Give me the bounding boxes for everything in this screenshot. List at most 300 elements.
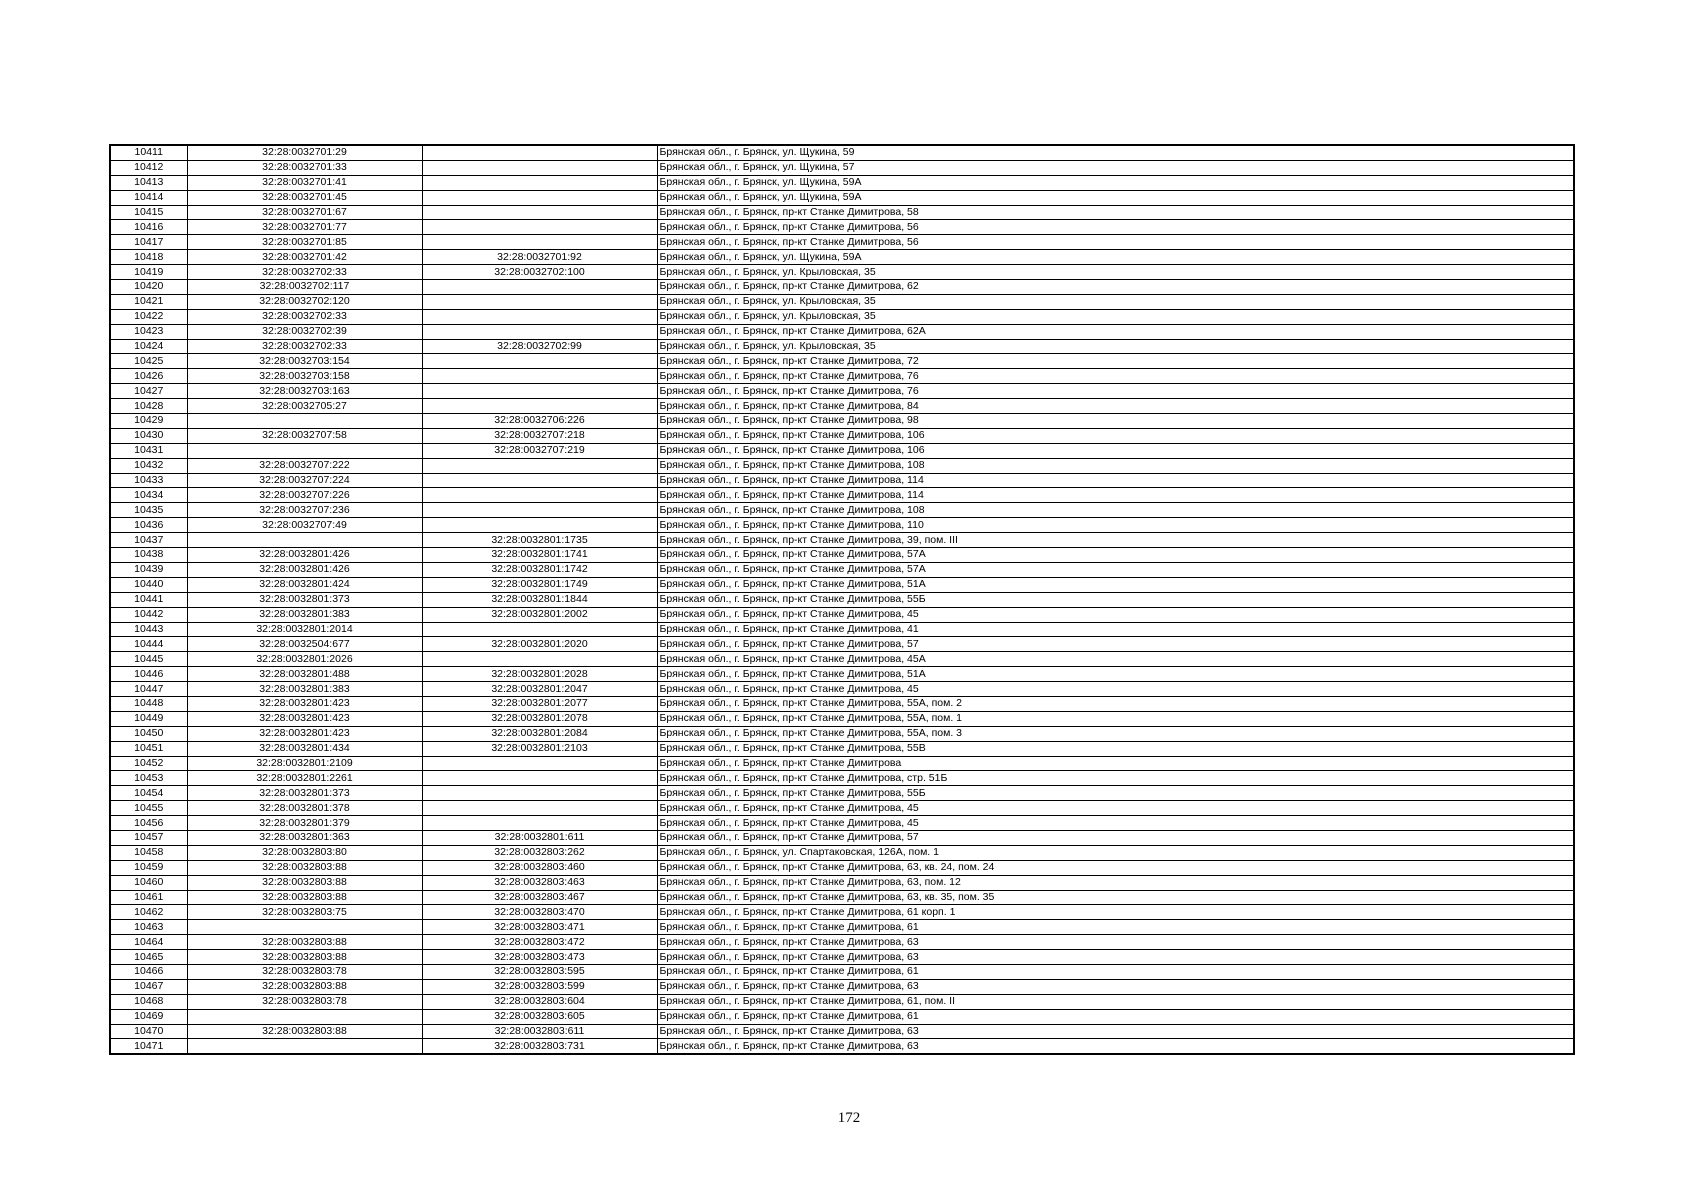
row-number-cell: 10464: [110, 935, 187, 950]
row-number-cell: 10469: [110, 1009, 187, 1024]
address-cell: Брянская обл., г. Брянск, пр-кт Станке Димитрова, 114: [657, 473, 1574, 488]
address-cell: Брянская обл., г. Брянск, ул. Спартаковская, 126А, пом. 1: [657, 845, 1574, 860]
cadastral-number-cell: 32:28:0032707:58: [187, 428, 422, 443]
table-row: [110, 964, 1574, 979]
row-number-cell: 10465: [110, 950, 187, 965]
row-number-cell: 10453: [110, 771, 187, 786]
cadastral-number-cell: [187, 443, 422, 458]
table-row: [110, 562, 1574, 577]
address-cell: Брянская обл., г. Брянск, пр-кт Станке Димитрова, 63: [657, 950, 1574, 965]
related-cadastral-number-cell: [422, 324, 657, 339]
table-row: [110, 518, 1574, 533]
address-cell: Брянская обл., г. Брянск, пр-кт Станке Димитрова, 98: [657, 414, 1574, 429]
row-number-cell: 10442: [110, 607, 187, 622]
address-cell: Брянская обл., г. Брянск, пр-кт Станке Димитрова, 76: [657, 369, 1574, 384]
related-cadastral-number-cell: [422, 190, 657, 205]
address-cell: Брянская обл., г. Брянск, пр-кт Станке Димитрова, 114: [657, 488, 1574, 503]
table-row: [110, 205, 1574, 220]
row-number-cell: 10428: [110, 399, 187, 414]
related-cadastral-number-cell: [422, 756, 657, 771]
cadastral-number-cell: 32:28:0032701:45: [187, 190, 422, 205]
table-row: [110, 994, 1574, 1009]
address-cell: Брянская обл., г. Брянск, пр-кт Станке Димитрова, 45: [657, 682, 1574, 697]
related-cadastral-number-cell: [422, 280, 657, 295]
row-number-cell: 10412: [110, 160, 187, 175]
table-row: [110, 160, 1574, 175]
table-row: [110, 443, 1574, 458]
table-row: [110, 235, 1574, 250]
row-number-cell: 10440: [110, 577, 187, 592]
related-cadastral-number-cell: 32:28:0032803:731: [422, 1039, 657, 1054]
address-cell: Брянская обл., г. Брянск, пр-кт Станке Димитрова, 45: [657, 607, 1574, 622]
cadastral-number-cell: 32:28:0032803:78: [187, 964, 422, 979]
table-row: [110, 830, 1574, 845]
cadastral-number-cell: 32:28:0032801:424: [187, 577, 422, 592]
row-number-cell: 10434: [110, 488, 187, 503]
table-row: [110, 696, 1574, 711]
row-number-cell: 10443: [110, 622, 187, 637]
row-number-cell: 10444: [110, 637, 187, 652]
cadastral-number-cell: 32:28:0032803:80: [187, 845, 422, 860]
cadastral-number-cell: 32:28:0032703:154: [187, 354, 422, 369]
related-cadastral-number-cell: [422, 294, 657, 309]
row-number-cell: 10455: [110, 801, 187, 816]
table-row: [110, 875, 1574, 890]
address-cell: Брянская обл., г. Брянск, пр-кт Станке Димитрова, 106: [657, 428, 1574, 443]
cadastral-number-cell: 32:28:0032803:88: [187, 1024, 422, 1039]
row-number-cell: 10447: [110, 682, 187, 697]
address-cell: Брянская обл., г. Брянск, пр-кт Станке Димитрова, 55Б: [657, 786, 1574, 801]
row-number-cell: 10450: [110, 726, 187, 741]
cadastral-number-cell: 32:28:0032803:88: [187, 979, 422, 994]
table-row: [110, 265, 1574, 280]
cadastral-number-cell: 32:28:0032801:363: [187, 830, 422, 845]
cadastral-number-cell: 32:28:0032703:163: [187, 384, 422, 399]
cadastral-number-cell: 32:28:0032701:33: [187, 160, 422, 175]
related-cadastral-number-cell: [422, 488, 657, 503]
table-row: [110, 845, 1574, 860]
row-number-cell: 10460: [110, 875, 187, 890]
table-row: [110, 428, 1574, 443]
address-cell: Брянская обл., г. Брянск, пр-кт Станке Димитрова, 61: [657, 920, 1574, 935]
row-number-cell: 10416: [110, 220, 187, 235]
related-cadastral-number-cell: [422, 801, 657, 816]
related-cadastral-number-cell: [422, 473, 657, 488]
table-row: [110, 294, 1574, 309]
row-number-cell: 10414: [110, 190, 187, 205]
cadastral-number-cell: 32:28:0032702:33: [187, 265, 422, 280]
cadastral-number-cell: 32:28:0032701:77: [187, 220, 422, 235]
address-cell: Брянская обл., г. Брянск, пр-кт Станке Димитрова, 55В: [657, 741, 1574, 756]
table-row: [110, 950, 1574, 965]
row-number-cell: 10457: [110, 830, 187, 845]
related-cadastral-number-cell: [422, 816, 657, 831]
table-row: [110, 354, 1574, 369]
table-row: [110, 280, 1574, 295]
related-cadastral-number-cell: 32:28:0032803:604: [422, 994, 657, 1009]
table-row: [110, 860, 1574, 875]
table-row: [110, 145, 1574, 160]
related-cadastral-number-cell: 32:28:0032803:470: [422, 905, 657, 920]
row-number-cell: 10439: [110, 562, 187, 577]
row-number-cell: 10441: [110, 592, 187, 607]
row-number-cell: 10423: [110, 324, 187, 339]
row-number-cell: 10426: [110, 369, 187, 384]
row-number-cell: 10435: [110, 503, 187, 518]
row-number-cell: 10415: [110, 205, 187, 220]
table-row: [110, 175, 1574, 190]
row-number-cell: 10470: [110, 1024, 187, 1039]
address-cell: Брянская обл., г. Брянск, пр-кт Станке Димитрова, 55А, пом. 2: [657, 696, 1574, 711]
related-cadastral-number-cell: 32:28:0032801:2002: [422, 607, 657, 622]
cadastral-number-cell: 32:28:0032702:33: [187, 339, 422, 354]
table-row: [110, 786, 1574, 801]
cadastral-number-cell: [187, 920, 422, 935]
address-cell: Брянская обл., г. Брянск, ул. Щукина, 59А: [657, 175, 1574, 190]
related-cadastral-number-cell: 32:28:0032803:599: [422, 979, 657, 994]
table-row: [110, 414, 1574, 429]
cadastral-number-cell: 32:28:0032707:236: [187, 503, 422, 518]
row-number-cell: 10431: [110, 443, 187, 458]
table-row: [110, 920, 1574, 935]
table-row: [110, 905, 1574, 920]
address-cell: Брянская обл., г. Брянск, пр-кт Станке Димитрова, 63: [657, 1039, 1574, 1054]
row-number-cell: 10471: [110, 1039, 187, 1054]
cadastral-number-cell: 32:28:0032801:379: [187, 816, 422, 831]
table-row: [110, 533, 1574, 548]
row-number-cell: 10466: [110, 964, 187, 979]
cadastral-number-cell: [187, 533, 422, 548]
related-cadastral-number-cell: [422, 220, 657, 235]
address-cell: Брянская обл., г. Брянск, пр-кт Станке Димитрова, стр. 51Б: [657, 771, 1574, 786]
cadastral-number-cell: 32:28:0032801:426: [187, 562, 422, 577]
related-cadastral-number-cell: 32:28:0032801:1749: [422, 577, 657, 592]
table-row: [110, 741, 1574, 756]
related-cadastral-number-cell: 32:28:0032801:611: [422, 830, 657, 845]
row-number-cell: 10463: [110, 920, 187, 935]
table-row: [110, 384, 1574, 399]
address-cell: Брянская обл., г. Брянск, пр-кт Станке Димитрова, 58: [657, 205, 1574, 220]
address-cell: Брянская обл., г. Брянск, пр-кт Станке Димитрова, 45: [657, 816, 1574, 831]
table-row: [110, 801, 1574, 816]
row-number-cell: 10411: [110, 145, 187, 160]
cadastral-number-cell: 32:28:0032801:423: [187, 711, 422, 726]
cadastral-number-cell: 32:28:0032702:117: [187, 280, 422, 295]
table-row: [110, 592, 1574, 607]
address-cell: Брянская обл., г. Брянск, пр-кт Станке Димитрова, 63, пом. 12: [657, 875, 1574, 890]
table-row: [110, 458, 1574, 473]
table-row: [110, 473, 1574, 488]
table-row: [110, 756, 1574, 771]
row-number-cell: 10446: [110, 667, 187, 682]
address-cell: Брянская обл., г. Брянск, пр-кт Станке Димитрова, 63, кв. 35, пом. 35: [657, 890, 1574, 905]
table-row: [110, 220, 1574, 235]
related-cadastral-number-cell: [422, 309, 657, 324]
cadastral-number-cell: 32:28:0032801:488: [187, 667, 422, 682]
row-number-cell: 10456: [110, 816, 187, 831]
table-row: [110, 577, 1574, 592]
table-row: [110, 667, 1574, 682]
cadastral-number-cell: 32:28:0032803:75: [187, 905, 422, 920]
related-cadastral-number-cell: 32:28:0032801:2028: [422, 667, 657, 682]
related-cadastral-number-cell: [422, 369, 657, 384]
table-row: [110, 935, 1574, 950]
cadastral-number-cell: 32:28:0032803:88: [187, 950, 422, 965]
cadastral-number-cell: 32:28:0032803:88: [187, 890, 422, 905]
row-number-cell: 10448: [110, 696, 187, 711]
address-cell: Брянская обл., г. Брянск, пр-кт Станке Димитрова: [657, 756, 1574, 771]
address-cell: Брянская обл., г. Брянск, ул. Крыловская, 35: [657, 339, 1574, 354]
cadastral-number-cell: 32:28:0032801:423: [187, 696, 422, 711]
row-number-cell: 10424: [110, 339, 187, 354]
table-body: [110, 145, 1574, 1054]
address-cell: Брянская обл., г. Брянск, пр-кт Станке Димитрова, 45: [657, 801, 1574, 816]
table-row: [110, 1009, 1574, 1024]
cadastral-number-cell: 32:28:0032801:423: [187, 726, 422, 741]
address-cell: Брянская обл., г. Брянск, пр-кт Станке Димитрова, 39, пом. III: [657, 533, 1574, 548]
row-number-cell: 10452: [110, 756, 187, 771]
row-number-cell: 10413: [110, 175, 187, 190]
address-cell: Брянская обл., г. Брянск, ул. Щукина, 59А: [657, 190, 1574, 205]
table-row: [110, 250, 1574, 265]
table-row: [110, 324, 1574, 339]
table-row: [110, 309, 1574, 324]
related-cadastral-number-cell: 32:28:0032801:2047: [422, 682, 657, 697]
related-cadastral-number-cell: 32:28:0032702:100: [422, 265, 657, 280]
cadastral-number-cell: 32:28:0032504:677: [187, 637, 422, 652]
row-number-cell: 10419: [110, 265, 187, 280]
address-cell: Брянская обл., г. Брянск, ул. Крыловская, 35: [657, 265, 1574, 280]
table-row: [110, 607, 1574, 622]
cadastral-number-cell: 32:28:0032801:2109: [187, 756, 422, 771]
row-number-cell: 10437: [110, 533, 187, 548]
address-cell: Брянская обл., г. Брянск, ул. Щукина, 57: [657, 160, 1574, 175]
row-number-cell: 10425: [110, 354, 187, 369]
related-cadastral-number-cell: 32:28:0032801:2084: [422, 726, 657, 741]
address-cell: Брянская обл., г. Брянск, пр-кт Станке Димитрова, 106: [657, 443, 1574, 458]
row-number-cell: 10467: [110, 979, 187, 994]
address-cell: Брянская обл., г. Брянск, пр-кт Станке Димитрова, 57А: [657, 562, 1574, 577]
row-number-cell: 10429: [110, 414, 187, 429]
table-row: [110, 726, 1574, 741]
related-cadastral-number-cell: [422, 458, 657, 473]
row-number-cell: 10438: [110, 548, 187, 563]
address-cell: Брянская обл., г. Брянск, ул. Щукина, 59: [657, 145, 1574, 160]
table-row: [110, 682, 1574, 697]
address-cell: Брянская обл., г. Брянск, пр-кт Станке Димитрова, 63, кв. 24, пом. 24: [657, 860, 1574, 875]
related-cadastral-number-cell: 32:28:0032803:471: [422, 920, 657, 935]
cadastral-number-cell: 32:28:0032801:373: [187, 786, 422, 801]
cadastral-number-cell: 32:28:0032803:78: [187, 994, 422, 1009]
related-cadastral-number-cell: 32:28:0032803:611: [422, 1024, 657, 1039]
address-cell: Брянская обл., г. Брянск, ул. Крыловская, 35: [657, 294, 1574, 309]
related-cadastral-number-cell: 32:28:0032803:460: [422, 860, 657, 875]
row-number-cell: 10432: [110, 458, 187, 473]
address-cell: Брянская обл., г. Брянск, пр-кт Станке Димитрова, 51А: [657, 577, 1574, 592]
cadastral-number-cell: 32:28:0032803:88: [187, 860, 422, 875]
table-row: [110, 771, 1574, 786]
table-row: [110, 890, 1574, 905]
table-row: [110, 503, 1574, 518]
table-row: [110, 369, 1574, 384]
cadastral-number-cell: 32:28:0032701:29: [187, 145, 422, 160]
table-row: [110, 488, 1574, 503]
address-cell: Брянская обл., г. Брянск, пр-кт Станке Димитрова, 57А: [657, 548, 1574, 563]
cadastral-number-cell: 32:28:0032801:373: [187, 592, 422, 607]
table-row: [110, 339, 1574, 354]
related-cadastral-number-cell: [422, 160, 657, 175]
related-cadastral-number-cell: [422, 145, 657, 160]
row-number-cell: 10430: [110, 428, 187, 443]
cadastral-number-cell: 32:28:0032801:2261: [187, 771, 422, 786]
row-number-cell: 10451: [110, 741, 187, 756]
cadastral-number-cell: 32:28:0032702:39: [187, 324, 422, 339]
table-row: [110, 1039, 1574, 1054]
row-number-cell: 10436: [110, 518, 187, 533]
cadastral-number-cell: 32:28:0032701:42: [187, 250, 422, 265]
related-cadastral-number-cell: 32:28:0032803:262: [422, 845, 657, 860]
row-number-cell: 10420: [110, 280, 187, 295]
related-cadastral-number-cell: 32:28:0032801:1844: [422, 592, 657, 607]
address-cell: Брянская обл., г. Брянск, пр-кт Станке Димитрова, 62А: [657, 324, 1574, 339]
row-number-cell: 10461: [110, 890, 187, 905]
cadastral-number-cell: 32:28:0032707:49: [187, 518, 422, 533]
related-cadastral-number-cell: 32:28:0032803:595: [422, 964, 657, 979]
address-cell: Брянская обл., г. Брянск, пр-кт Станке Димитрова, 62: [657, 280, 1574, 295]
cadastral-number-cell: 32:28:0032701:67: [187, 205, 422, 220]
table-row: [110, 816, 1574, 831]
cadastral-number-cell: 32:28:0032701:85: [187, 235, 422, 250]
cadastral-number-cell: 32:28:0032701:41: [187, 175, 422, 190]
cadastral-number-cell: 32:28:0032702:33: [187, 309, 422, 324]
related-cadastral-number-cell: [422, 518, 657, 533]
address-cell: Брянская обл., г. Брянск, пр-кт Станке Димитрова, 57: [657, 637, 1574, 652]
cadastral-number-cell: 32:28:0032801:378: [187, 801, 422, 816]
related-cadastral-number-cell: 32:28:0032706:226: [422, 414, 657, 429]
row-number-cell: 10454: [110, 786, 187, 801]
address-cell: Брянская обл., г. Брянск, пр-кт Станке Димитрова, 55Б: [657, 592, 1574, 607]
table-row: [110, 652, 1574, 667]
address-cell: Брянская обл., г. Брянск, пр-кт Станке Димитрова, 108: [657, 458, 1574, 473]
address-cell: Брянская обл., г. Брянск, пр-кт Станке Димитрова, 57: [657, 830, 1574, 845]
cadastral-number-cell: 32:28:0032801:2026: [187, 652, 422, 667]
row-number-cell: 10433: [110, 473, 187, 488]
table-row: [110, 399, 1574, 414]
related-cadastral-number-cell: [422, 771, 657, 786]
cadastral-number-cell: 32:28:0032707:224: [187, 473, 422, 488]
related-cadastral-number-cell: 32:28:0032801:1741: [422, 548, 657, 563]
address-cell: Брянская обл., г. Брянск, пр-кт Станке Димитрова, 63: [657, 935, 1574, 950]
table-row: [110, 548, 1574, 563]
related-cadastral-number-cell: 32:28:0032707:219: [422, 443, 657, 458]
table-row: [110, 1024, 1574, 1039]
address-cell: Брянская обл., г. Брянск, пр-кт Станке Димитрова, 56: [657, 235, 1574, 250]
related-cadastral-number-cell: [422, 622, 657, 637]
cadastral-number-cell: 32:28:0032803:88: [187, 935, 422, 950]
cadastral-number-cell: 32:28:0032705:27: [187, 399, 422, 414]
table-row: [110, 622, 1574, 637]
address-cell: Брянская обл., г. Брянск, ул. Щукина, 59А: [657, 250, 1574, 265]
related-cadastral-number-cell: [422, 205, 657, 220]
related-cadastral-number-cell: 32:28:0032801:1742: [422, 562, 657, 577]
related-cadastral-number-cell: [422, 235, 657, 250]
address-cell: Брянская обл., г. Брянск, пр-кт Станке Димитрова, 41: [657, 622, 1574, 637]
table-row: [110, 190, 1574, 205]
cadastral-number-cell: 32:28:0032801:383: [187, 682, 422, 697]
related-cadastral-number-cell: 32:28:0032803:473: [422, 950, 657, 965]
cadastral-number-cell: [187, 1039, 422, 1054]
related-cadastral-number-cell: [422, 786, 657, 801]
row-number-cell: 10445: [110, 652, 187, 667]
address-cell: Брянская обл., г. Брянск, пр-кт Станке Димитрова, 108: [657, 503, 1574, 518]
cadastral-number-cell: 32:28:0032801:383: [187, 607, 422, 622]
related-cadastral-number-cell: 32:28:0032803:605: [422, 1009, 657, 1024]
related-cadastral-number-cell: [422, 354, 657, 369]
cadastral-number-cell: 32:28:0032801:2014: [187, 622, 422, 637]
address-cell: Брянская обл., г. Брянск, пр-кт Станке Димитрова, 76: [657, 384, 1574, 399]
registry-table: [109, 144, 1575, 1055]
table-row: [110, 711, 1574, 726]
cadastral-number-cell: 32:28:0032707:222: [187, 458, 422, 473]
related-cadastral-number-cell: 32:28:0032801:1735: [422, 533, 657, 548]
address-cell: Брянская обл., г. Брянск, пр-кт Станке Димитрова, 110: [657, 518, 1574, 533]
related-cadastral-number-cell: 32:28:0032702:99: [422, 339, 657, 354]
address-cell: Брянская обл., г. Брянск, пр-кт Станке Димитрова, 63: [657, 979, 1574, 994]
cadastral-number-cell: [187, 1009, 422, 1024]
related-cadastral-number-cell: [422, 399, 657, 414]
address-cell: Брянская обл., г. Брянск, пр-кт Станке Димитрова, 45А: [657, 652, 1574, 667]
related-cadastral-number-cell: 32:28:0032801:2077: [422, 696, 657, 711]
row-number-cell: 10417: [110, 235, 187, 250]
address-cell: Брянская обл., г. Брянск, пр-кт Станке Димитрова, 55А, пом. 3: [657, 726, 1574, 741]
address-cell: Брянская обл., г. Брянск, ул. Крыловская, 35: [657, 309, 1574, 324]
address-cell: Брянская обл., г. Брянск, пр-кт Станке Димитрова, 84: [657, 399, 1574, 414]
related-cadastral-number-cell: 32:28:0032801:2078: [422, 711, 657, 726]
table-row: [110, 979, 1574, 994]
related-cadastral-number-cell: 32:28:0032803:463: [422, 875, 657, 890]
row-number-cell: 10468: [110, 994, 187, 1009]
address-cell: Брянская обл., г. Брянск, пр-кт Станке Димитрова, 72: [657, 354, 1574, 369]
related-cadastral-number-cell: [422, 652, 657, 667]
cadastral-number-cell: 32:28:0032702:120: [187, 294, 422, 309]
address-cell: Брянская обл., г. Брянск, пр-кт Станке Димитрова, 61, пом. II: [657, 994, 1574, 1009]
address-cell: Брянская обл., г. Брянск, пр-кт Станке Димитрова, 55А, пом. 1: [657, 711, 1574, 726]
table-row: [110, 637, 1574, 652]
row-number-cell: 10421: [110, 294, 187, 309]
related-cadastral-number-cell: 32:28:0032803:467: [422, 890, 657, 905]
row-number-cell: 10418: [110, 250, 187, 265]
related-cadastral-number-cell: [422, 503, 657, 518]
address-cell: Брянская обл., г. Брянск, пр-кт Станке Димитрова, 61: [657, 964, 1574, 979]
related-cadastral-number-cell: [422, 384, 657, 399]
related-cadastral-number-cell: 32:28:0032707:218: [422, 428, 657, 443]
related-cadastral-number-cell: [422, 175, 657, 190]
related-cadastral-number-cell: 32:28:0032803:472: [422, 935, 657, 950]
related-cadastral-number-cell: 32:28:0032801:2103: [422, 741, 657, 756]
row-number-cell: 10422: [110, 309, 187, 324]
row-number-cell: 10449: [110, 711, 187, 726]
related-cadastral-number-cell: 32:28:0032701:92: [422, 250, 657, 265]
page-number: 172: [837, 1110, 861, 1126]
address-cell: Брянская обл., г. Брянск, пр-кт Станке Димитрова, 56: [657, 220, 1574, 235]
cadastral-number-cell: 32:28:0032801:434: [187, 741, 422, 756]
cadastral-number-cell: 32:28:0032707:226: [187, 488, 422, 503]
related-cadastral-number-cell: 32:28:0032801:2020: [422, 637, 657, 652]
row-number-cell: 10462: [110, 905, 187, 920]
cadastral-number-cell: [187, 414, 422, 429]
row-number-cell: 10458: [110, 845, 187, 860]
cadastral-number-cell: 32:28:0032703:158: [187, 369, 422, 384]
